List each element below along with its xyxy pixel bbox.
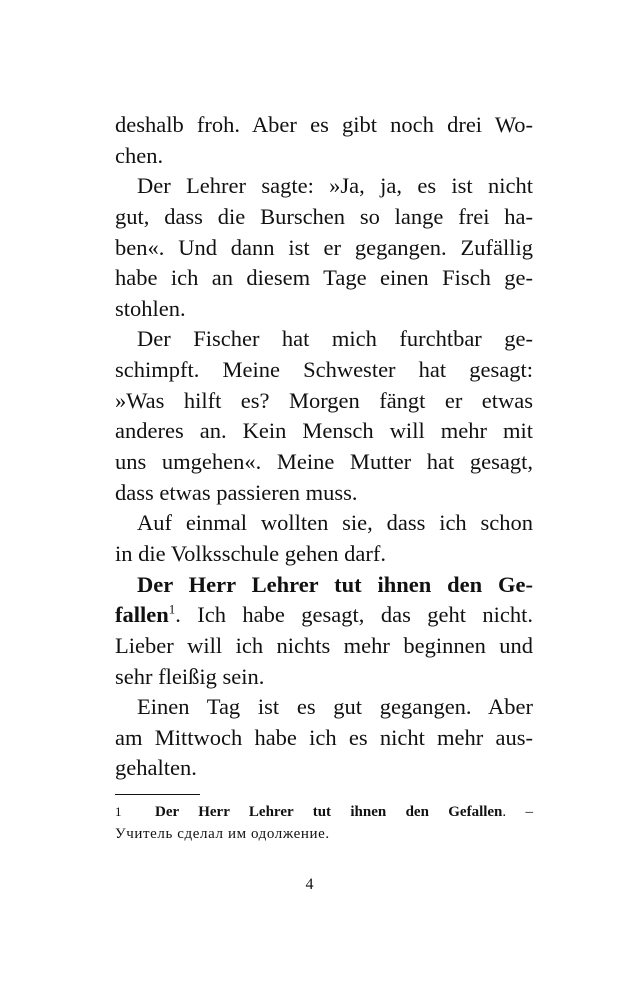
footnote-divider bbox=[115, 794, 200, 795]
text-line-with-footnote bbox=[115, 600, 533, 631]
footnote bbox=[115, 800, 533, 846]
text-line: Der Fischer hat mich furchtbar ge- bbox=[137, 326, 533, 352]
text-line: dass etwas passieren muss. bbox=[115, 479, 358, 505]
text-line: deshalb froh. Aber es gibt noch drei Wo- bbox=[115, 112, 533, 137]
footnote-number: 1 bbox=[115, 804, 122, 819]
text-line: Auf einmal wollten sie, dass ich schon bbox=[137, 510, 533, 536]
footnote-term: Der Herr Lehrer tut ihnen den Gefallen bbox=[155, 804, 503, 820]
text-line: »Was hilft es? Morgen fängt er etwas bbox=[115, 387, 533, 413]
footnote-line bbox=[115, 800, 533, 823]
page-number: 4 bbox=[305, 876, 314, 893]
text-line: uns umgehen«. Meine Mutter hat gesagt, bbox=[115, 449, 533, 475]
text-line: gehalten. bbox=[115, 755, 197, 781]
footnote-term-suffix: . – bbox=[502, 804, 533, 820]
text-line: ben«. Und dann ist er gegangen. Zufällig bbox=[115, 234, 533, 260]
text-line: gut, dass die Burschen so lange frei ha- bbox=[115, 203, 533, 229]
text-line: habe ich an diesem Tage einen Fisch ge- bbox=[115, 265, 533, 291]
text-after-bold: . Ich habe gesagt, das geht nicht. bbox=[175, 602, 533, 628]
bold-phrase-end: fallen bbox=[115, 602, 169, 628]
text-line: anderes an. Kein Mensch will mehr mit bbox=[115, 418, 533, 444]
footnote-translation: Учитель сделал им одолжение. bbox=[115, 826, 330, 842]
bold-phrase-line: Der Herr Lehrer tut ihnen den Ge- bbox=[137, 571, 533, 597]
footnote-line bbox=[115, 823, 533, 846]
text-line: stohlen. bbox=[115, 295, 186, 321]
text-line: am Mittwoch habe ich es nicht mehr aus- bbox=[115, 724, 533, 750]
text-line: schimpft. Meine Schwester hat gesagt: bbox=[115, 357, 533, 383]
text-line: Einen Tag ist es gut gegangen. Aber bbox=[137, 694, 533, 720]
text-line: Lieber will ich nichts mehr beginnen und bbox=[115, 632, 533, 658]
footnote-marker[interactable]: 1 bbox=[168, 601, 176, 617]
text-line: sehr fleißig sein. bbox=[115, 663, 265, 689]
text-line: Der Lehrer sagte: »Ja, ja, es ist nicht bbox=[137, 173, 533, 199]
body-text bbox=[115, 110, 533, 784]
text-line: chen. bbox=[115, 142, 164, 168]
text-line: in die Volksschule gehen darf. bbox=[115, 540, 386, 566]
